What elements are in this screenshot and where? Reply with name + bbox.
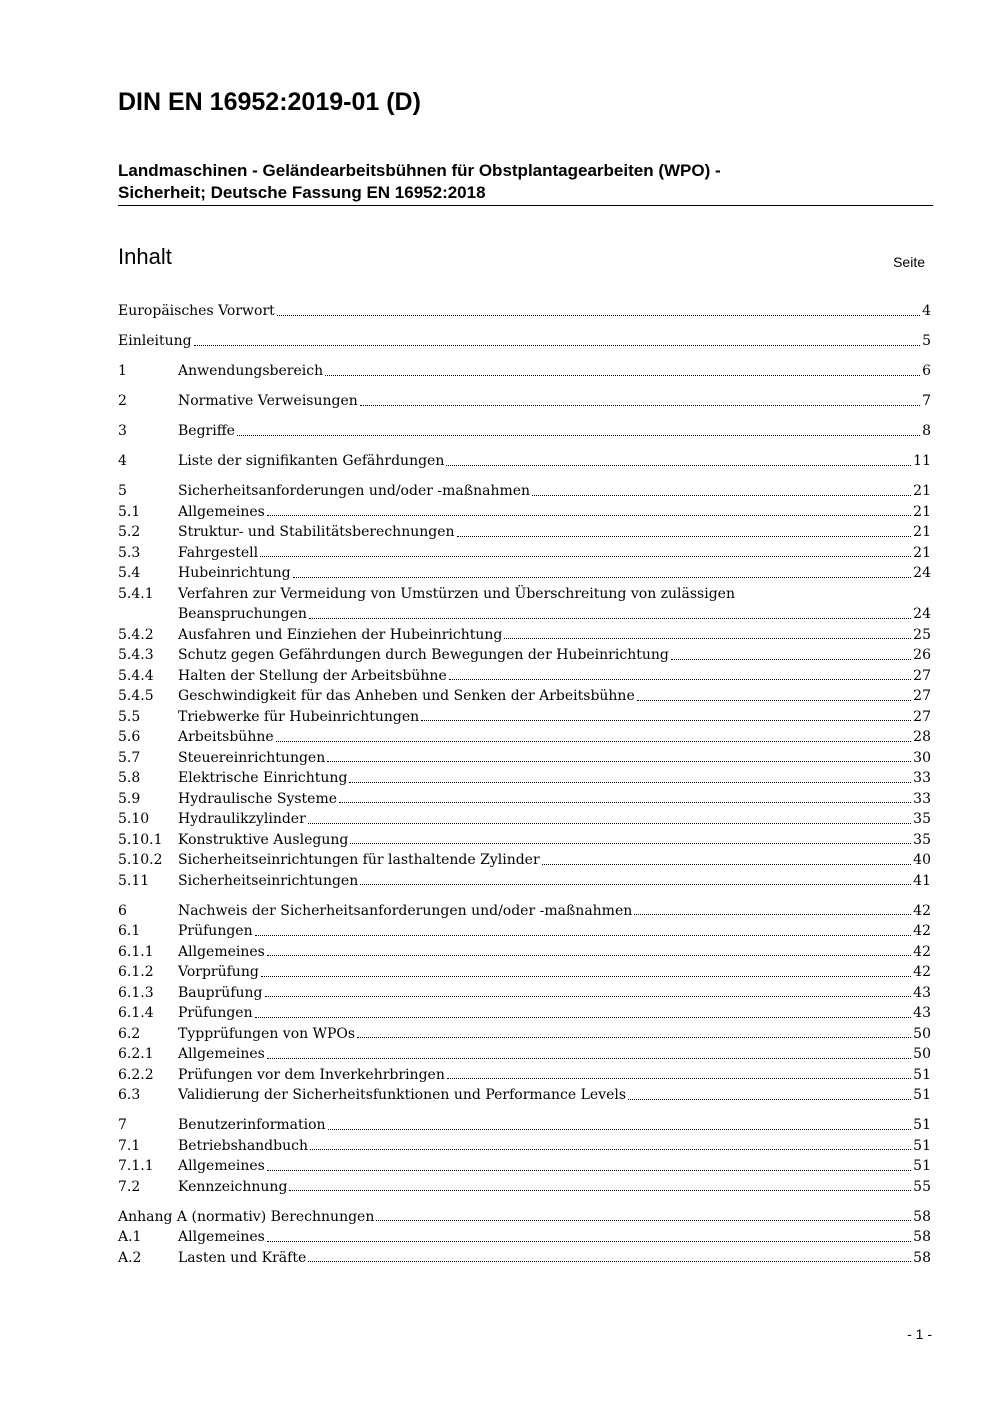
toc-entry-line [178,1024,931,1045]
toc-entry[interactable] [118,871,931,892]
toc-entry-title: Vorprüfung [178,964,259,980]
toc-entry-number: 5.4.1 [118,585,154,602]
toc-entry[interactable] [118,301,931,322]
toc-entry[interactable] [118,962,931,983]
toc-entry-title-line: Verfahren zur Vermeidung von Umstürzen und Überschreitung von zulässigen [178,585,735,602]
toc-leader-dots [446,465,911,466]
toc-page-column-label: Seite [893,254,925,270]
toc-entry[interactable] [118,1115,931,1136]
toc-entry-page: 30 [913,749,931,766]
toc-leader-dots [308,823,911,824]
toc-leader-dots [634,914,911,915]
toc-entry-title: Benutzerinformation [178,1117,326,1133]
toc-entry-line [178,604,931,625]
document-subtitle [118,160,933,204]
toc-leader-dots [237,435,920,436]
toc-entry-page: 21 [913,544,931,561]
toc-entry-line [178,421,931,442]
toc-entry[interactable] [118,543,931,564]
toc-entry-number: 5.4 [118,565,141,581]
toc-entry-title: Anwendungsbereich [178,363,324,379]
toc-entry[interactable] [118,451,931,472]
toc-entry-line [178,983,931,1004]
toc-entry-page: 42 [913,964,931,980]
subtitle-line-2: Sicherheit; Deutsche Fassung EN 16952:2018 [118,183,486,202]
toc-entry-line [178,1065,931,1086]
toc-entry-page: 43 [913,984,931,1001]
toc-entry-line [178,666,931,687]
toc-entry-number: 5.4.4 [118,667,154,684]
toc-leader-dots [532,495,911,496]
toc-leader-dots [308,1261,911,1262]
toc-leader-dots [350,843,911,844]
toc-entry-number: 5 [118,483,127,499]
toc-entry-page: 50 [913,1046,931,1062]
toc-entry-title: Halten der Stellung der Arbeitsbühne [178,667,447,684]
title-divider [118,205,933,206]
toc-entry[interactable] [118,645,931,666]
toc-entry-line [118,331,931,352]
toc-entry-number: 7.2 [118,1178,141,1195]
toc-entry[interactable] [118,1065,931,1086]
toc-leader-dots [325,375,920,376]
toc-entry[interactable] [118,983,931,1004]
toc-entry-page: 41 [913,872,931,889]
toc-entry-title: Struktur- und Stabilitätsberechnungen [178,524,455,540]
toc-entry-title: Allgemeines [178,503,265,520]
toc-entry-title: Elektrische Einrichtung [178,770,348,786]
toc-entry-number: 4 [118,453,127,469]
toc-entry-number: 5.5 [118,708,141,725]
toc-entry-page: 28 [913,729,931,745]
toc-entry[interactable] [118,768,931,789]
toc-leader-dots [360,884,911,885]
toc-entry-line [178,921,931,942]
toc-entry-line [178,625,931,646]
toc-entry-number: 6.2.1 [118,1046,154,1062]
toc-entry-title: Hubeinrichtung [178,565,291,581]
toc-entry-title: Lasten und Kräfte [178,1249,307,1266]
toc-leader-dots [267,515,911,516]
toc-entry-page: 42 [913,943,931,960]
toc-entry-number: 6.1 [118,923,141,939]
toc-entry[interactable] [118,850,931,871]
toc-entry[interactable] [118,921,931,942]
toc-entry-line [178,850,931,871]
toc-entry-page: 35 [913,831,931,848]
toc-entry-line [178,686,931,707]
toc-leader-dots [260,556,911,557]
toc-entry-line [118,1207,931,1228]
toc-entry-number: 6.1.3 [118,984,154,1001]
toc-leader-dots [339,802,911,803]
toc-entry-page: 33 [913,770,931,786]
toc-leader-dots [637,700,911,701]
toc-entry-title: Prüfungen [178,1005,253,1021]
toc-entry[interactable] [118,1044,931,1065]
toc-leader-dots [542,864,912,865]
toc-entry-page: 27 [913,708,931,725]
toc-leader-dots [349,782,911,783]
toc-leader-dots [194,345,921,346]
toc-entry-line [178,543,931,564]
toc-leader-dots [267,1241,911,1242]
toc-entry-page: 8 [922,423,931,439]
toc-entry-number: 5.10.2 [118,852,163,868]
toc-entry[interactable] [118,421,931,442]
toc-entry-line [178,522,931,543]
toc-entry-title: Hydraulikzylinder [178,811,306,827]
toc-entry-page: 25 [913,626,931,643]
toc-entry-line [178,361,931,382]
toc-entry-title: Validierung der Sicherheitsfunktionen und Performance Levels [178,1087,627,1103]
toc-entry-line [178,502,931,523]
toc-leader-dots [261,976,911,977]
toc-entry-page: 24 [913,606,931,622]
toc-entry-line [178,1003,931,1024]
toc-entry-page: 4 [922,303,931,319]
toc-entry[interactable] [118,809,931,830]
toc-entry-number: 7 [118,1117,127,1133]
toc-entry[interactable] [118,666,931,687]
toc-entry-page: 50 [913,1025,931,1042]
toc-entry-number: A.1 [118,1229,142,1245]
toc-entry[interactable] [118,391,931,412]
toc-entry-number: 5.10 [118,811,150,827]
toc-entry-page: 21 [913,524,931,540]
toc-entry-number: 5.6 [118,729,141,745]
toc-entry[interactable] [118,584,931,625]
toc-entry-line [178,1115,931,1136]
toc-entry[interactable] [118,502,931,523]
toc-entry-line [178,789,931,810]
toc-entry-title: Nachweis der Sicherheitsanforderungen und/oder -maßnahmen [178,902,633,919]
toc-leader-dots [457,536,912,537]
toc-entry-title: Allgemeines [178,1046,265,1062]
toc-entry-title: Arbeitsbühne [178,729,274,745]
toc-entry[interactable] [118,1085,931,1106]
toc-entry-line [178,1044,931,1065]
toc-entry-page: 33 [913,790,931,807]
toc-entry-line [178,809,931,830]
toc-entry[interactable] [118,748,931,769]
toc-leader-dots [628,1099,911,1100]
toc-entry[interactable] [118,481,931,502]
toc-leader-dots [267,955,911,956]
toc-entry-number: 5.2 [118,524,141,540]
toc-entry-line [178,727,931,748]
footer-page-number: - 1 - [907,1326,932,1342]
toc-entry-line [178,1227,931,1248]
toc-entry[interactable] [118,361,931,382]
toc-entry-line [178,901,931,922]
toc-entry-page: 5 [922,333,931,349]
toc-heading: Inhalt [118,244,172,269]
toc-entry[interactable] [118,830,931,851]
toc-entry-line [178,942,931,963]
toc-entry-line [178,451,931,472]
toc-entry-page: 27 [913,688,931,704]
toc-leader-dots [267,1170,911,1171]
toc-entry[interactable] [118,1207,931,1228]
toc-entry-number: 5.7 [118,749,141,766]
toc-entry-line [178,481,931,502]
toc-entry-number: 6.1.1 [118,943,154,960]
toc-entry-title: Fahrgestell [178,544,259,561]
toc-entry-page: 26 [913,647,931,663]
toc-entry-number: 5.9 [118,790,141,807]
toc-leader-dots [671,659,911,660]
toc-leader-dots [255,935,912,936]
toc-entry-title: Geschwindigkeit für das Anheben und Senken der Arbeitsbühne [178,688,635,704]
toc-entry-number: 6.1.4 [118,1005,154,1021]
toc-entry-title: Ausfahren und Einziehen der Hubeinrichtung [178,626,503,643]
toc-entry-page: 58 [913,1208,931,1225]
toc-entry-title: Allgemeines [178,1158,265,1174]
toc-entry-page: 51 [913,1087,931,1103]
toc-entry-title: Betriebshandbuch [178,1137,308,1154]
toc-entry-number: A.2 [118,1249,142,1266]
toc-entry[interactable] [118,331,931,352]
toc-entry[interactable] [118,522,931,543]
toc-entry-page: 43 [913,1005,931,1021]
toc-entry-title: Prüfungen vor dem Inverkehrbringen [178,1066,445,1083]
toc-entry-line [178,645,931,666]
toc-entry-title: Triebwerke für Hubeinrichtungen [178,708,420,725]
toc-leader-dots [289,1190,911,1191]
toc-entry-title: Beanspruchungen [178,606,307,622]
toc-entry-line [118,301,931,322]
toc-entry-line [178,748,931,769]
toc-entry-number: 5.10.1 [118,831,163,848]
toc-entry[interactable] [118,1136,931,1157]
toc-leader-dots [267,1058,911,1059]
toc-entry-number: 6.1.2 [118,964,154,980]
table-of-contents [118,301,931,1268]
toc-entry[interactable] [118,942,931,963]
toc-entry[interactable] [118,563,931,584]
toc-entry-number: 6.3 [118,1087,141,1103]
toc-entry-line [178,1177,931,1198]
toc-leader-dots [328,1129,912,1130]
toc-entry-title: Einleitung [118,333,192,349]
toc-entry[interactable] [118,1227,931,1248]
document-title: DIN EN 16952:2019-01 (D) [118,88,421,116]
toc-entry-page: 51 [913,1066,931,1083]
toc-entry-page: 21 [913,483,931,499]
toc-entry-number: 5.8 [118,770,141,786]
toc-entry-page: 6 [922,363,931,379]
toc-entry[interactable] [118,707,931,728]
toc-entry-title: Prüfungen [178,923,253,939]
toc-entry[interactable] [118,1248,931,1269]
toc-entry-title: Konstruktive Auslegung [178,831,349,848]
toc-leader-dots [449,679,911,680]
toc-entry[interactable] [118,1003,931,1024]
toc-leader-dots [309,618,911,619]
toc-entry-page: 58 [913,1229,931,1245]
toc-entry-number: 5.4.2 [118,626,154,643]
toc-entry-line [178,707,931,728]
toc-entry-line [178,1248,931,1269]
toc-entry-number: 7.1 [118,1137,141,1154]
toc-entry-line [178,871,931,892]
toc-leader-dots [265,996,912,997]
toc-entry[interactable] [118,625,931,646]
toc-leader-dots [447,1078,911,1079]
toc-entry-line [178,563,931,584]
toc-entry[interactable] [118,1156,931,1177]
toc-entry-page: 51 [913,1137,931,1154]
toc-leader-dots [357,1037,911,1038]
toc-leader-dots [276,741,912,742]
toc-entry-page: 7 [922,393,931,409]
toc-entry-number: 6.2 [118,1025,141,1042]
toc-leader-dots [504,638,911,639]
toc-leader-dots [327,761,911,762]
toc-entry-line [178,391,931,412]
toc-entry-page: 40 [913,852,931,868]
toc-entry-title: Sicherheitsanforderungen und/oder -maßnahmen [178,483,531,499]
toc-entry-page: 51 [913,1117,931,1133]
toc-leader-dots [376,1220,911,1221]
toc-entry-line [178,1085,931,1106]
toc-entry-page: 11 [913,453,931,469]
toc-leader-dots [310,1149,911,1150]
toc-entry-line [178,962,931,983]
toc-entry-page: 21 [913,503,931,520]
toc-entry-title: Schutz gegen Gefährdungen durch Bewegungen der Hubeinrichtung [178,647,669,663]
toc-entry-line [178,1156,931,1177]
toc-leader-dots [293,577,912,578]
toc-entry-title: Normative Verweisungen [178,393,358,409]
toc-entry-title: Typprüfungen von WPOs [178,1025,356,1042]
toc-entry-page: 24 [913,565,931,581]
toc-entry-title: Bauprüfung [178,984,263,1001]
toc-entry-number: 6 [118,902,127,919]
toc-entry-number: 5.4.3 [118,647,154,663]
toc-entry-title: Allgemeines [178,1229,265,1245]
toc-entry-title: Sicherheitseinrichtungen [178,872,359,889]
toc-entry-page: 27 [913,667,931,684]
toc-entry-number: 2 [118,393,127,409]
toc-entry-title: Sicherheitseinrichtungen für lasthaltende Zylinder [178,852,540,868]
toc-entry-page: 35 [913,811,931,827]
toc-entry-title: Begriffe [178,423,235,439]
toc-entry-line [178,830,931,851]
toc-entry-page: 58 [913,1249,931,1266]
toc-entry-number: 1 [118,363,127,379]
toc-entry-page: 51 [913,1158,931,1174]
toc-entry-number: 6.2.2 [118,1066,154,1083]
toc-entry[interactable] [118,1177,931,1198]
toc-entry-title: Allgemeines [178,943,265,960]
toc-leader-dots [421,720,911,721]
toc-entry-line [178,1136,931,1157]
toc-entry-number: 5.4.5 [118,688,154,704]
subtitle-line-1: Landmaschinen - Geländearbeitsbühnen für Obstplantagearbeiten (WPO) - [118,161,721,180]
toc-entry-number: 3 [118,423,127,439]
toc-entry-title: Steuereinrichtungen [178,749,326,766]
toc-entry-page: 55 [913,1178,931,1195]
toc-entry-title: Anhang A (normativ) Berechnungen [118,1208,375,1225]
toc-entry-number: 5.11 [118,872,150,889]
toc-leader-dots [255,1017,912,1018]
toc-entry[interactable] [118,789,931,810]
toc-entry-page: 42 [913,902,931,919]
toc-entry-number: 5.3 [118,544,141,561]
toc-entry[interactable] [118,1024,931,1045]
toc-entry-number: 7.1.1 [118,1158,154,1174]
toc-entry-line [178,768,931,789]
toc-entry-title: Europäisches Vorwort [118,303,275,319]
toc-entry[interactable] [118,727,931,748]
toc-entry-title: Kennzeichnung [178,1178,288,1195]
toc-leader-dots [277,315,920,316]
toc-entry-title: Liste der signifikanten Gefährdungen [178,453,445,469]
toc-entry[interactable] [118,686,931,707]
toc-entry-title: Hydraulische Systeme [178,790,338,807]
toc-entry[interactable] [118,901,931,922]
toc-entry-number: 5.1 [118,503,141,520]
toc-leader-dots [360,405,920,406]
toc-entry-page: 42 [913,923,931,939]
